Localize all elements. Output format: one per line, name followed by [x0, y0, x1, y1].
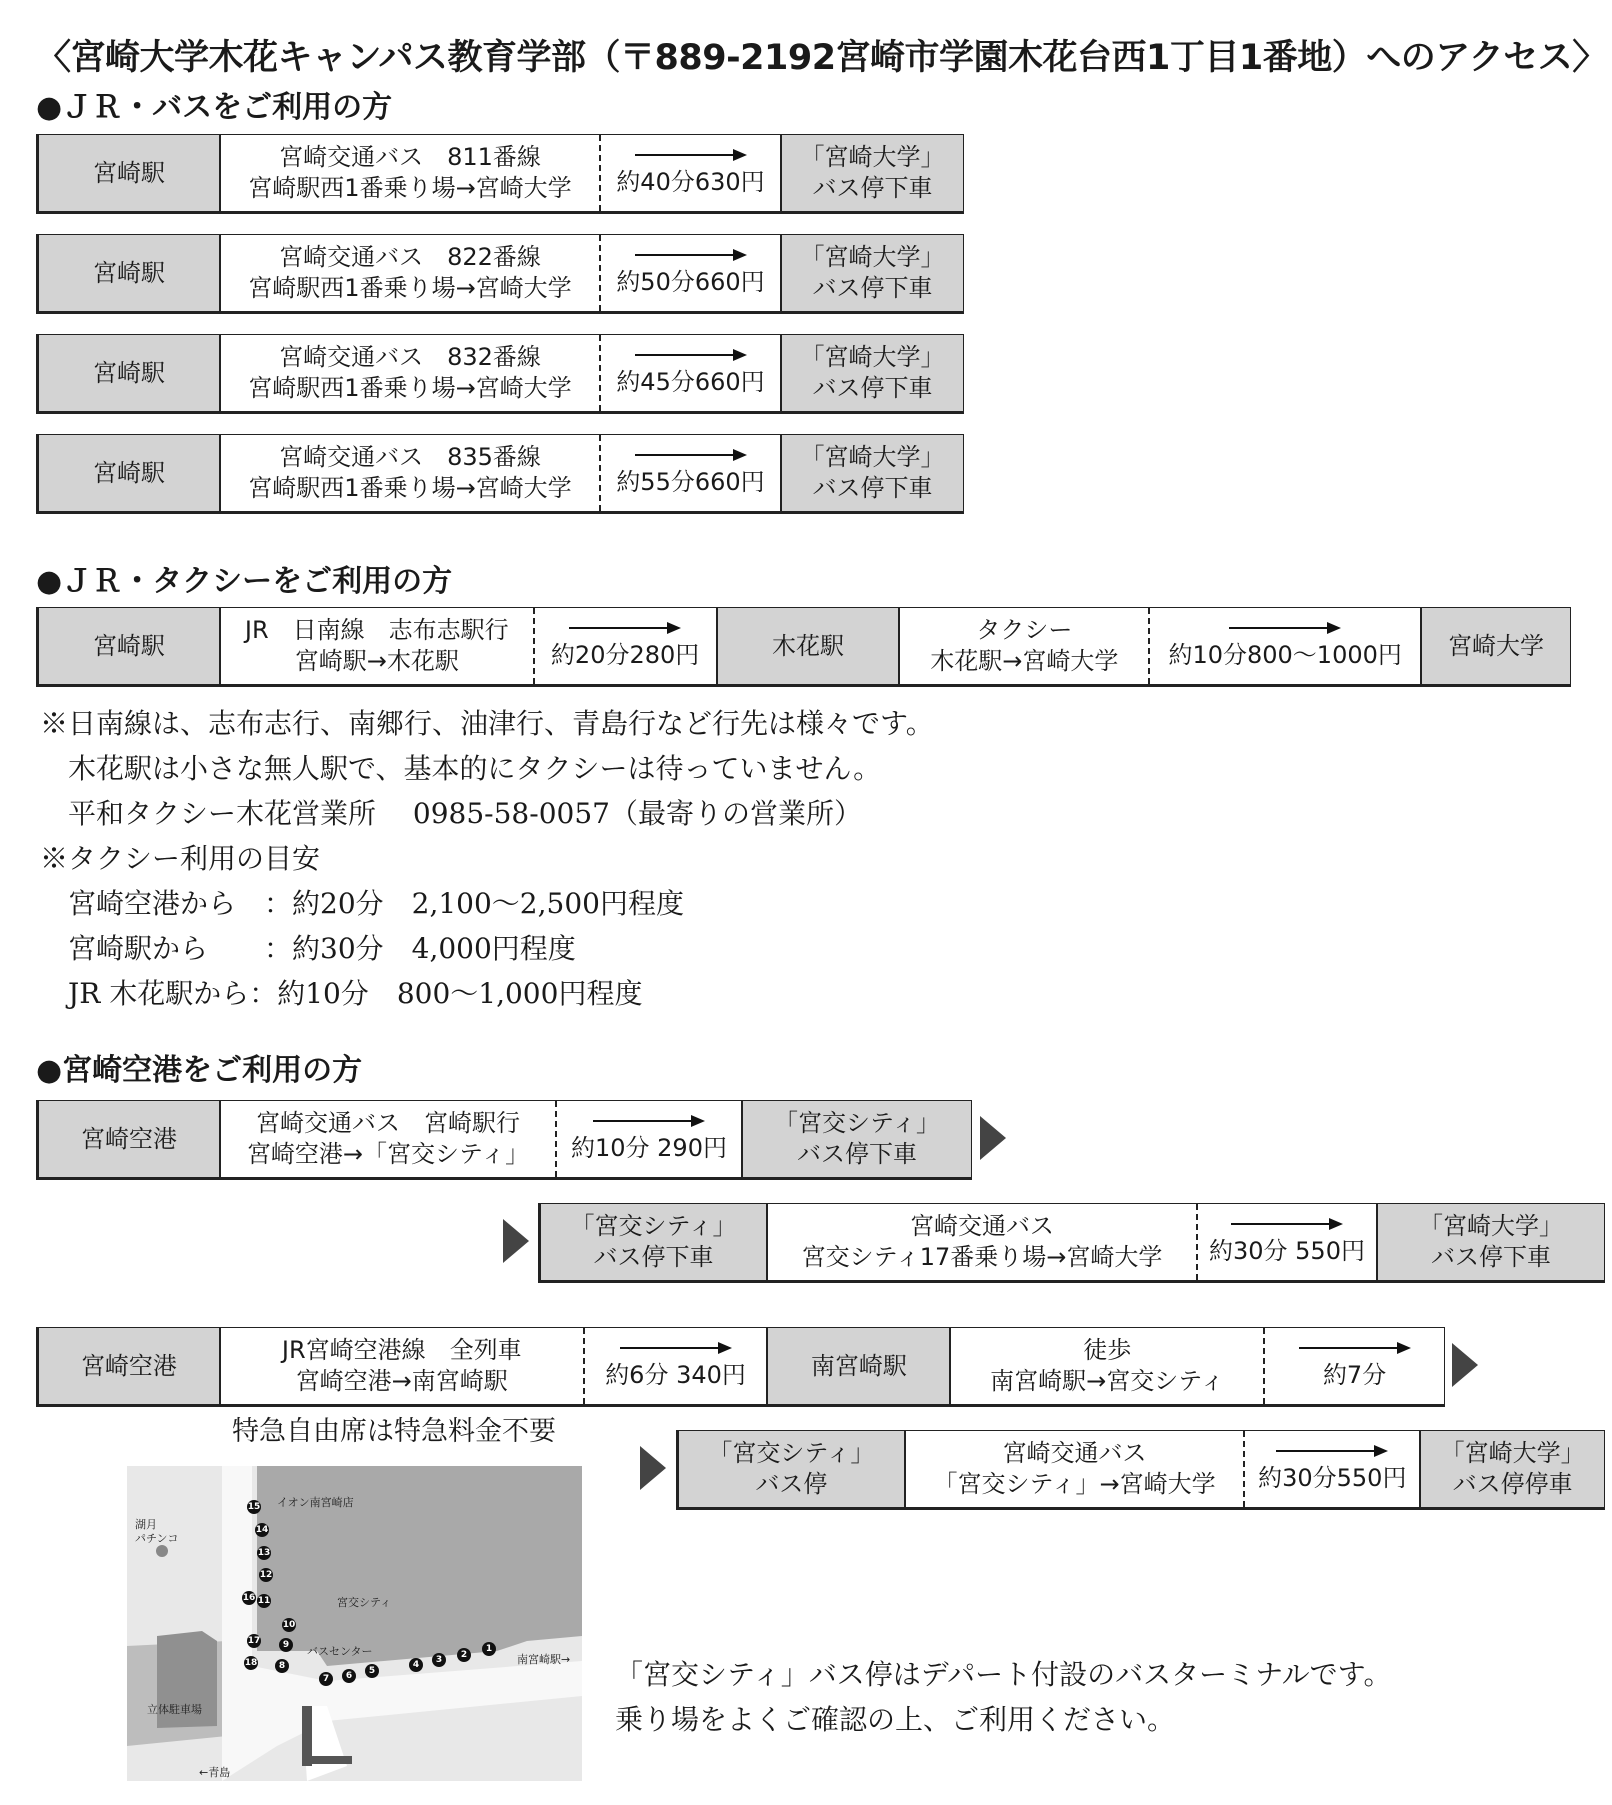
- origin-stop: [676, 1431, 904, 1507]
- train-line-name: JR宮崎空港線 全列車: [281, 1336, 522, 1364]
- duration-fare-text: 約30分550円: [1258, 1463, 1407, 1492]
- bus-line-info: [219, 135, 599, 211]
- map-label-minami-miyazaki: 南宮崎駅→: [517, 1653, 571, 1666]
- origin-airport: 宮崎空港: [36, 1328, 219, 1404]
- bus-route-row: [36, 434, 964, 514]
- train-line-segment: 宮崎駅→木花駅: [294, 647, 459, 675]
- taxi-segment: 木花駅→宮崎大学: [930, 647, 1119, 675]
- destination: 宮崎大学: [1420, 608, 1570, 684]
- duration-fare-text: 約10分 290円: [571, 1133, 727, 1162]
- walk-segment: 南宮崎駅→宮交シティ: [990, 1367, 1225, 1395]
- duration-fare-text: 約50分660円: [616, 267, 765, 296]
- destination-action: バス停下車: [797, 1140, 917, 1168]
- map-label-kozuki: 湖月: [135, 1518, 157, 1531]
- bus-stop-marker: 16: [242, 1593, 256, 1603]
- duration-fare: [599, 235, 780, 311]
- taxi-info: [898, 608, 1148, 684]
- map-label-parking: 立体駐車場: [147, 1703, 202, 1716]
- destination-action: バス停停車: [1452, 1470, 1573, 1498]
- arrow-right-icon: [1276, 1445, 1388, 1457]
- destination-stop: [1376, 1204, 1604, 1280]
- origin-stop-name: 「宮交シティ」: [708, 1439, 875, 1467]
- train-line-info: [219, 608, 533, 684]
- bus-stop-marker: 8: [275, 1659, 289, 1673]
- transfer-station: 南宮崎駅: [766, 1328, 949, 1404]
- arrow-right-icon: [635, 249, 747, 261]
- bus-line-name: 宮崎交通バス 835番線: [279, 443, 541, 471]
- bus-terminal-map: [127, 1466, 582, 1781]
- map-label-pachinko: パチンコ: [135, 1532, 179, 1545]
- duration-fare-text: 約20分280円: [550, 640, 700, 669]
- footer-note-line: 「宮交シティ」バス停はデパート付設のバスターミナルです。: [615, 1658, 1392, 1691]
- duration-fare-text: 約6分 340円: [605, 1360, 746, 1389]
- duration-fare: [599, 335, 780, 411]
- taxi-label: タクシー: [976, 616, 1073, 644]
- destination-action: バス停下車: [812, 474, 933, 502]
- origin-station: 宮崎駅: [36, 335, 219, 411]
- bus-stop-marker: 7: [319, 1672, 333, 1686]
- taxi-note-line: ※日南線は、志布志行、南郷行、油津行、青島行など行先は様々です。: [40, 707, 934, 740]
- map-label-aeon: イオン南宮崎店: [277, 1496, 354, 1509]
- destination-stop: [780, 235, 963, 311]
- arrow-right-icon: [593, 1115, 705, 1127]
- transfer-station: 木花駅: [716, 608, 899, 684]
- bus-line-info: [219, 435, 599, 511]
- origin-station: 宮崎駅: [36, 235, 219, 311]
- taxi-note-line: JR 木花駅から：約10分 800〜1,000円程度: [40, 977, 643, 1010]
- destination-name: 「宮崎大学」: [800, 243, 945, 271]
- bus-stop-marker: 9: [279, 1638, 293, 1652]
- arrow-right-icon: [1231, 1218, 1343, 1230]
- arrow-right-icon: [1229, 622, 1341, 634]
- section-title-bus: ●ＪＲ・バスをご利用の方: [36, 90, 393, 125]
- destination-stop: [741, 1101, 971, 1177]
- walk-label: 徒歩: [1083, 1336, 1132, 1364]
- bus-line-segment: 宮崎駅西1番乗り場→宮崎大学: [248, 174, 572, 202]
- bus-stop-marker: 13: [257, 1548, 271, 1558]
- bus-line-name: 宮崎交通バス 822番線: [279, 243, 541, 271]
- duration-fare: [533, 608, 716, 684]
- map-label-miyako-city: 宮交シティ: [337, 1596, 392, 1609]
- arrow-right-icon: [635, 449, 747, 461]
- map-shapes: [127, 1466, 582, 1781]
- destination-name: 「宮崎大学」: [800, 343, 945, 371]
- bus-line-name: 宮崎交通バス 宮崎駅行: [256, 1109, 520, 1137]
- duration-fare-text: 約45分660円: [616, 367, 765, 396]
- bus-line-info: [219, 1101, 555, 1177]
- bus-stop-marker: 6: [342, 1669, 356, 1683]
- footer-note-line: 乗り場をよくご確認の上、ご利用ください。: [615, 1703, 1176, 1736]
- duration-fare: [599, 435, 780, 511]
- taxi-route-row: [36, 607, 1571, 687]
- bus-stop-marker: 14: [255, 1525, 269, 1535]
- bus-line-name: 宮崎交通バス: [910, 1212, 1054, 1240]
- bus-line-info: [904, 1431, 1244, 1507]
- page-title: 〈宮崎大学木花キャンパス教育学部（〒889-2192宮崎市学園木花台西1丁目1番地）へのアクセス〉: [36, 38, 1607, 78]
- destination-action: バス停下車: [1431, 1243, 1551, 1271]
- bus-stop-marker: 17: [247, 1636, 261, 1646]
- taxi-note-line: 平和タクシー木花営業所 0985-58-0057（最寄りの営業所）: [40, 797, 862, 830]
- destination-name: 「宮崎大学」: [800, 143, 945, 171]
- duration-fare: [1148, 608, 1420, 684]
- bus-line-segment: 宮崎空港→「宮交シティ」: [246, 1140, 530, 1168]
- section-title-airport: ●宮崎空港をご利用の方: [36, 1053, 363, 1088]
- duration-fare: [1243, 1431, 1419, 1507]
- origin-stop-action: バス停下車: [593, 1243, 714, 1271]
- destination-name: 「宮崎大学」: [800, 443, 945, 471]
- bus-line-name: 宮崎交通バス 811番線: [279, 143, 541, 171]
- bus-stop-marker: 10: [282, 1620, 296, 1630]
- bus-line-name: 宮崎交通バス: [1002, 1439, 1147, 1467]
- duration-fare: [583, 1328, 767, 1404]
- destination-action: バス停下車: [812, 374, 933, 402]
- destination-stop: [1419, 1431, 1604, 1507]
- express-note: 特急自由席は特急料金不要: [232, 1416, 556, 1447]
- origin-stop-action: バス停: [755, 1470, 828, 1498]
- taxi-note-line: 宮崎空港から ：約20分 2,100〜2,500円程度: [40, 887, 684, 920]
- bus-stop-marker: 2: [457, 1648, 471, 1662]
- arrow-right-icon: [1299, 1342, 1411, 1354]
- continue-triangle-icon: [640, 1446, 666, 1490]
- bus-line-segment: 宮交シティ17番乗り場→宮崎大学: [801, 1243, 1163, 1271]
- airport-bus-final-row: [676, 1430, 1605, 1510]
- duration-fare-text: 約55分660円: [616, 467, 765, 496]
- destination-stop: [780, 135, 963, 211]
- duration-fare-text: 約10分800〜1000円: [1168, 640, 1402, 669]
- arrow-right-icon: [620, 1342, 732, 1354]
- duration-fare: [555, 1101, 741, 1177]
- bus-line-name: 宮崎交通バス 832番線: [279, 343, 541, 371]
- section-title-taxi: ●ＪＲ・タクシーをご利用の方: [36, 564, 453, 599]
- bus-line-segment: 宮崎駅西1番乗り場→宮崎大学: [248, 474, 572, 502]
- bus-line-info: [219, 335, 599, 411]
- duration-fare: [1196, 1204, 1376, 1280]
- duration-walk: [1263, 1328, 1444, 1404]
- destination-stop: [780, 435, 963, 511]
- bus-line-segment: 宮崎駅西1番乗り場→宮崎大学: [248, 374, 572, 402]
- destination-action: バス停下車: [812, 174, 933, 202]
- duration-text: 約7分: [1322, 1360, 1387, 1389]
- destination-name: 「宮崎大学」: [1419, 1212, 1563, 1240]
- destination-stop: [780, 335, 963, 411]
- bus-route-row: [36, 234, 964, 314]
- duration-fare: [599, 135, 780, 211]
- bus-stop-marker: 3: [432, 1653, 446, 1667]
- bus-stop-marker: 15: [247, 1502, 261, 1512]
- taxi-note-line: 木花駅は小さな無人駅で、基本的にタクシーは待っていません。: [40, 752, 882, 785]
- destination-name: 「宮崎大学」: [1440, 1439, 1585, 1467]
- airport-bus-transfer-row: [538, 1203, 1605, 1283]
- destination-action: バス停下車: [812, 274, 933, 302]
- bus-line-segment: 宮崎駅西1番乗り場→宮崎大学: [248, 274, 572, 302]
- map-label-bus-center: バスセンター: [307, 1645, 373, 1658]
- destination-name: 「宮交シティ」: [773, 1109, 941, 1137]
- train-line-info: [219, 1328, 583, 1404]
- bus-route-row: [36, 334, 964, 414]
- continue-triangle-icon: [1452, 1343, 1478, 1387]
- duration-fare-text: 約40分630円: [616, 167, 765, 196]
- arrow-right-icon: [569, 622, 681, 634]
- bus-line-segment: 「宮交シティ」→宮崎大学: [933, 1470, 1216, 1498]
- origin-station: 宮崎駅: [36, 135, 219, 211]
- taxi-note-line: ※タクシー利用の目安: [40, 842, 321, 875]
- continue-triangle-icon: [980, 1116, 1006, 1160]
- taxi-note-line: 宮崎駅から ：約30分 4,000円程度: [40, 932, 576, 965]
- train-line-name: JR 日南線 志布志駅行: [244, 616, 509, 644]
- bus-stop-marker: 4: [409, 1658, 423, 1672]
- bus-line-info: [219, 235, 599, 311]
- origin-airport: 宮崎空港: [36, 1101, 219, 1177]
- origin-station: 宮崎駅: [36, 608, 219, 684]
- airport-train-route-row: [36, 1327, 1445, 1407]
- arrow-right-icon: [635, 349, 747, 361]
- bus-line-info: [766, 1204, 1196, 1280]
- bus-stop-marker: 18: [244, 1658, 258, 1668]
- train-line-segment: 宮崎空港→南宮崎駅: [295, 1367, 508, 1395]
- arrow-right-icon: [635, 149, 747, 161]
- origin-station: 宮崎駅: [36, 435, 219, 511]
- walk-info: [949, 1328, 1263, 1404]
- bus-stop-marker: 12: [259, 1570, 273, 1580]
- origin-stop-name: 「宮交シティ」: [570, 1212, 737, 1240]
- bus-stop-marker: 1: [482, 1642, 496, 1656]
- origin-stop: [538, 1204, 766, 1280]
- duration-fare-text: 約30分 550円: [1209, 1236, 1365, 1265]
- bus-stop-marker: 11: [257, 1596, 271, 1606]
- airport-bus-route-row: [36, 1100, 972, 1180]
- continue-triangle-icon: [503, 1219, 529, 1263]
- bus-route-row: [36, 134, 964, 214]
- bus-stop-marker: 5: [365, 1664, 379, 1678]
- map-label-aoshima: ←青島: [199, 1766, 231, 1779]
